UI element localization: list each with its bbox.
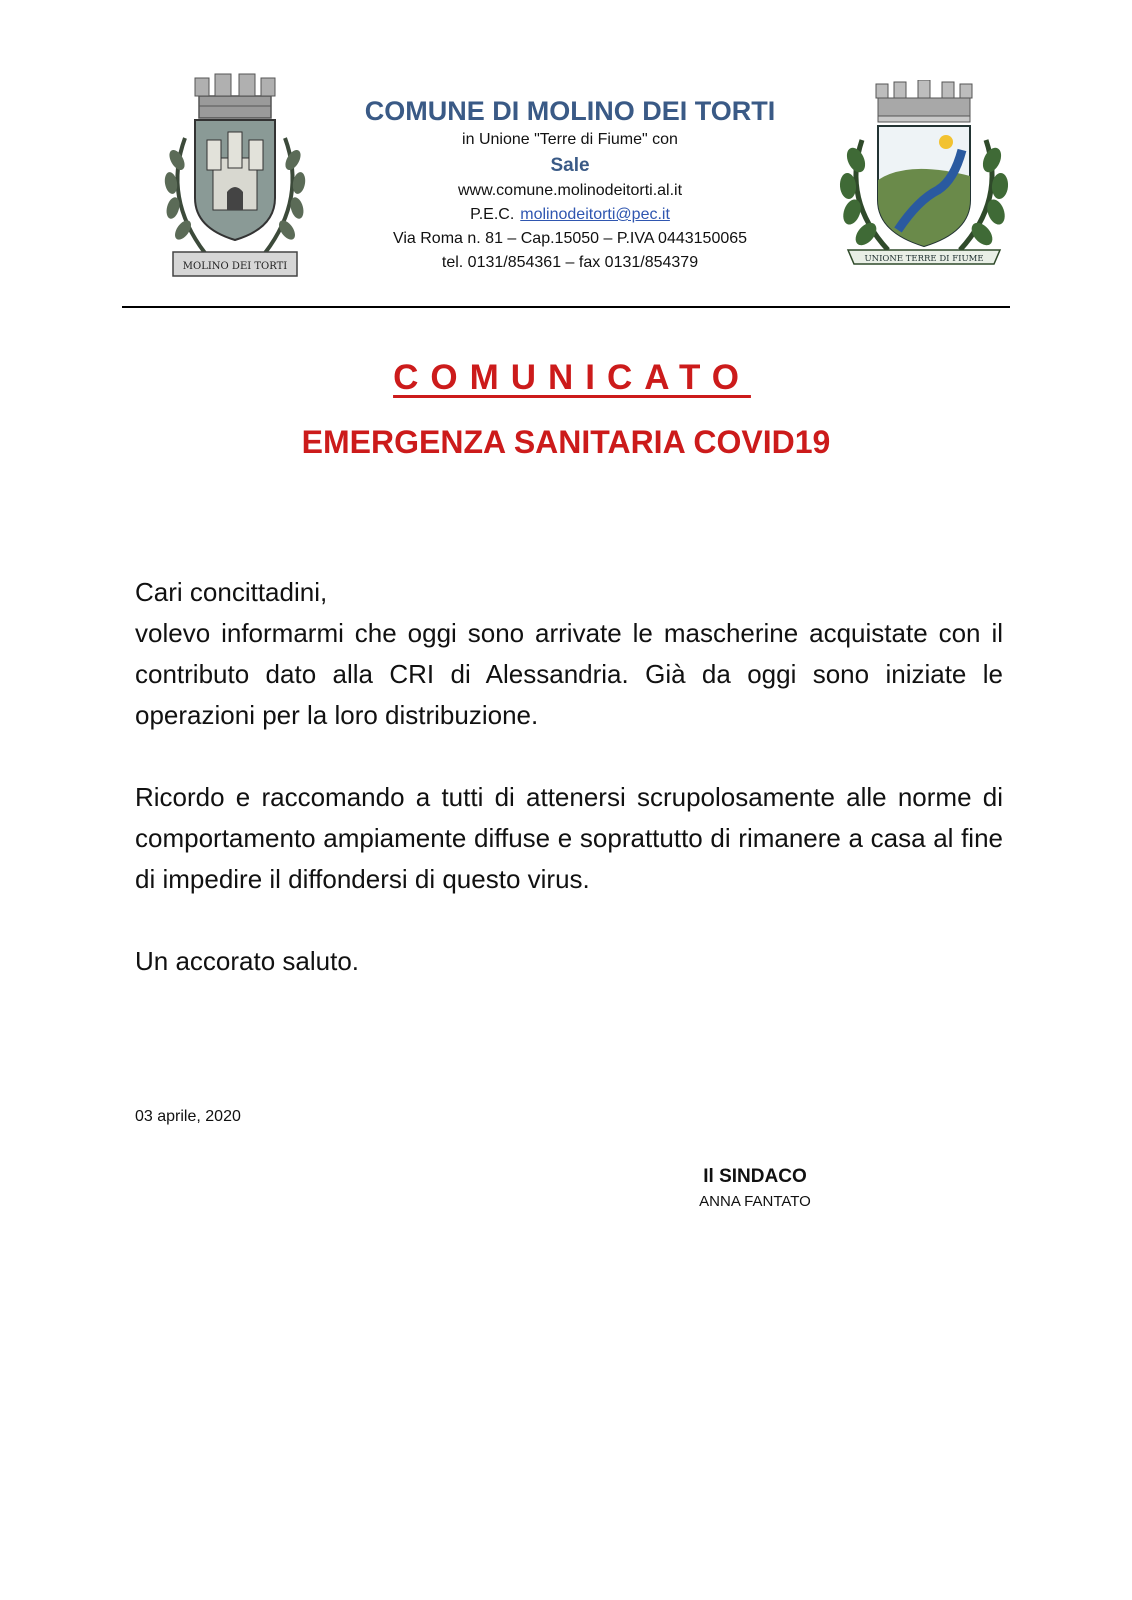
municipality-title: COMUNE DI MOLINO DEI TORTI — [364, 96, 776, 126]
address-line: Via Roma n. 81 – Cap.15050 – P.IVA 0443150065 — [392, 230, 748, 247]
letter-body — [135, 572, 1003, 982]
crest-right-ribbon-text: UNIONE TERRE DI FIUME — [864, 254, 984, 264]
notice-heading: COMUNICATO — [393, 358, 751, 397]
molino-dei-torti-crest-icon — [155, 68, 315, 283]
header-divider — [122, 306, 1010, 308]
website-link[interactable]: www.comune.molinodeitorti.al.it — [457, 182, 683, 199]
pec-label: P.E.C. — [470, 206, 515, 223]
signature-title: Il SINDACO — [703, 1166, 807, 1187]
union-line: in Unione "Terre di Fiume" con — [462, 131, 678, 148]
greeting: Cari concittadini, — [135, 577, 328, 607]
paragraph-recommendation: Ricordo e raccomando a tutti di attenersi scrupolosamente alle norme di comportamento ampiamente diffuse e soprattutto di rimanere a casa al fine di impedire il diffondersi di questo virus. — [135, 782, 1003, 894]
pec-line — [330, 203, 810, 227]
paragraph-distribution: volevo informarmi che oggi sono arrivate le mascherine acquistate con il contributo dato alla CRI di Alessandria. Già da oggi sono iniziate le operazioni per la loro distribuzione. — [135, 618, 1003, 730]
partner-town: Sale — [550, 155, 590, 176]
document-date: 03 aprile, 2020 — [135, 1108, 241, 1125]
contacts-line: tel. 0131/854361 – fax 0131/854379 — [441, 254, 699, 271]
municipality-header — [330, 94, 810, 275]
crest-left-ribbon-text: MOLINO DEI TORTI — [182, 261, 288, 272]
signature-block — [660, 1164, 850, 1214]
closing-line: Un accorato saluto. — [135, 946, 360, 976]
unione-terre-di-fiume-crest-icon — [838, 80, 1010, 285]
notice-subheading: EMERGENZA SANITARIA COVID19 — [301, 424, 831, 460]
signature-name: ANNA FANTATO — [699, 1193, 811, 1210]
pec-email-link[interactable]: molinodeitorti@pec.it — [520, 206, 670, 223]
